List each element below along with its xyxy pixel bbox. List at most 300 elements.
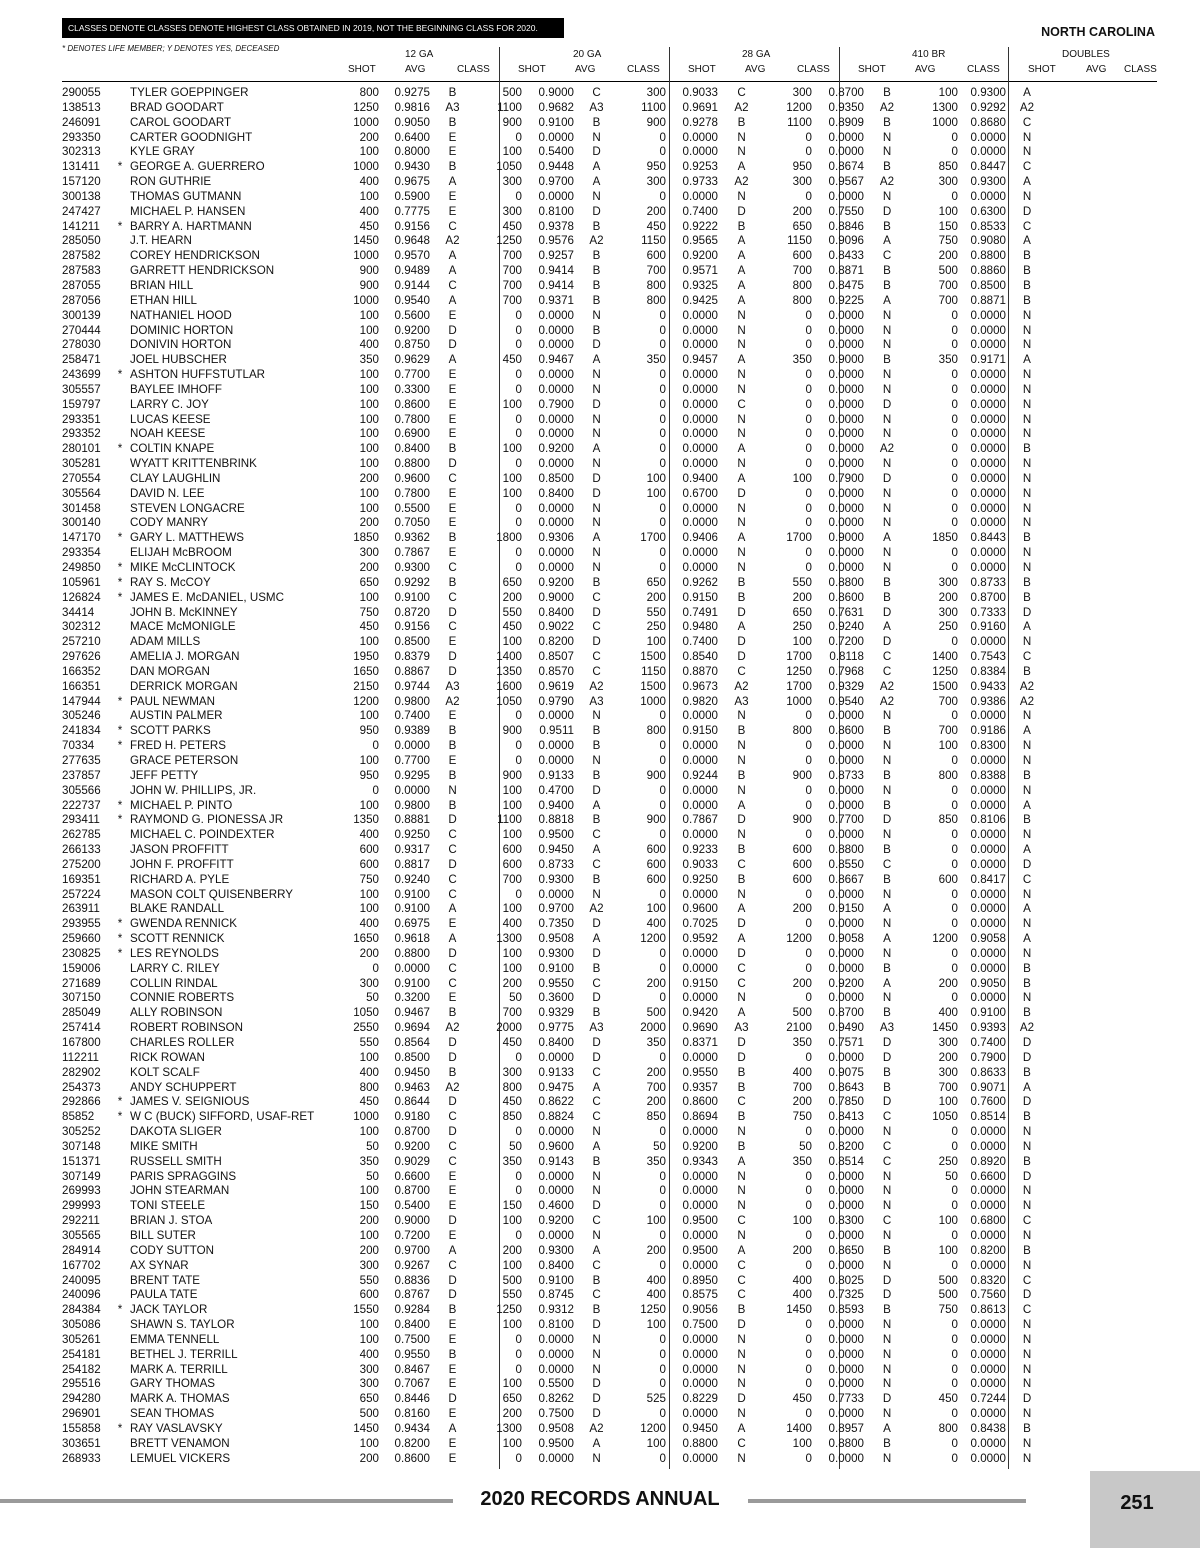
28ga-class: B [737,590,746,604]
28ga-avg: 0.0000 [682,457,718,471]
table-row [62,1377,1048,1392]
12ga-avg: 0.8800 [394,457,430,471]
doubles-shot: 300 [938,575,958,589]
life-member-mark [110,1452,130,1467]
410br-class: B [883,872,891,886]
28ga-shot: 1200 [640,932,666,946]
20ga-avg: 0.0000 [538,1332,574,1346]
doubles-shot: 0 [951,1451,958,1465]
20ga-avg: 0.8262 [538,1392,574,1406]
20ga-shot: 450 [502,353,522,367]
20ga-shot: 900 [502,724,522,738]
20ga-shot: 300 [502,204,522,218]
doubles-shot: 250 [938,620,958,634]
410br-avg: 0.9000 [828,531,864,545]
12ga-class: A [448,264,457,278]
20ga-shot: 0 [515,338,522,352]
410br-class: B [883,724,891,738]
28ga-avg: 0.9691 [682,100,718,114]
doubles-avg: 0.9393 [970,1021,1006,1035]
28ga-shot: 100 [646,635,666,649]
12ga-class: C [448,1154,457,1168]
12ga-class: B [448,1065,457,1079]
doubles-avg: 0.0000 [970,635,1006,649]
28ga-class: A [737,1421,746,1435]
410br-avg: 0.8600 [828,724,864,738]
doubles-class: A [1023,620,1031,634]
28ga-shot: 0 [659,1347,666,1361]
410br-shot: 0 [805,991,812,1005]
20ga-avg: 0.0000 [538,323,574,337]
life-member-mark [110,680,130,695]
doubles-avg: 0.8417 [970,872,1006,886]
life-member-mark [110,754,130,769]
410br-shot: 0 [805,739,812,753]
410br-avg: 0.0000 [828,753,864,767]
shooter-name: BETHEL J. TERRILL [130,1347,238,1361]
shooter-name: SCOTT RENNICK [130,932,225,946]
28ga-avg: 0.0000 [682,368,718,382]
20ga-class: N [592,308,601,322]
member-id: 275200 [62,857,101,871]
member-id: 222737 [62,798,101,812]
20ga-avg: 0.9133 [538,1065,574,1079]
table-row [62,665,1048,680]
table-row [62,1363,1048,1378]
12ga-shot: 350 [359,1154,379,1168]
doubles-avg: 0.0000 [970,1258,1006,1272]
28ga-avg: 0.9244 [682,768,718,782]
doubles-class: B [1023,293,1031,307]
12ga-avg: 0.9156 [394,219,430,233]
doubles-shot: 0 [951,189,958,203]
doubles-shot: 0 [951,798,958,812]
20ga-avg: 0.8400 [538,1258,574,1272]
doubles-class: N [1022,501,1032,515]
410br-shot: 1700 [786,531,812,545]
28ga-class: N [737,1199,746,1213]
doubles-shot: 100 [938,204,958,218]
20ga-avg: 0.0000 [538,130,574,144]
410br-class: N [882,561,892,574]
12ga-shot: 450 [359,219,379,233]
doubles-shot: 0 [951,1332,958,1346]
12ga-class: C [448,1110,457,1124]
410br-class: A [883,293,891,307]
doubles-class: C [1022,650,1032,664]
doubles-class: N [1022,828,1032,842]
doubles-shot: 50 [945,1169,958,1183]
table-row [62,368,1048,383]
20ga-shot: 500 [502,86,522,99]
footer-rule-right [748,1499,1026,1503]
doubles-shot: 0 [951,486,958,500]
shooter-name: ELIJAH McBROOM [130,546,232,560]
12ga-avg: 0.9675 [394,175,430,189]
12ga-shot: 300 [359,976,379,990]
28ga-shot: 0 [659,739,666,753]
28ga-class: A [737,442,746,456]
shooter-name: COLTIN KNAPE [130,442,215,456]
table-row [62,858,1048,873]
12ga-avg: 0.8881 [394,813,430,827]
member-id: 263911 [62,902,100,916]
20ga-avg: 0.0000 [538,412,574,426]
410br-avg: 0.9490 [828,1021,864,1035]
12ga-class: E [448,412,457,426]
12ga-avg: 0.8400 [394,442,430,456]
shooter-name: LUCAS KEESE [130,412,211,426]
410br-avg: 0.9200 [828,976,864,990]
12ga-avg: 0.8446 [394,1392,430,1406]
410br-class: A2 [879,442,895,456]
doubles-shot: 500 [938,1288,958,1302]
28ga-shot: 0 [659,946,666,960]
column-header-shot: SHOT [858,64,886,75]
410br-shot: 0 [805,1228,812,1242]
table-row [62,1229,1048,1244]
20ga-class: C [592,590,601,604]
12ga-class: A2 [445,234,460,248]
12ga-class: D [448,1392,457,1406]
doubles-shot: 700 [938,694,958,708]
20ga-shot: 0 [515,1125,522,1139]
12ga-class: C [448,1139,457,1153]
doubles-class: N [1022,338,1032,352]
28ga-class: N [737,501,746,515]
410br-class: N [882,1332,892,1346]
410br-shot: 650 [792,605,812,619]
410br-class: N [882,1199,892,1213]
doubles-class: D [1022,1288,1032,1302]
12ga-class: E [448,189,457,203]
member-id: 138513 [62,100,101,114]
12ga-avg: 0.8720 [394,605,430,619]
doubles-shot: 0 [951,1184,958,1198]
table-row [62,1318,1048,1333]
410br-avg: 0.8600 [828,590,864,604]
shooter-name: RAY VASLAVSKY [130,1421,223,1435]
member-id: 237857 [62,768,101,782]
28ga-avg: 0.0000 [682,1258,718,1272]
28ga-shot: 350 [646,353,666,367]
doubles-shot: 0 [951,1377,958,1391]
12ga-avg: 0.9618 [394,932,430,946]
20ga-shot: 100 [502,397,522,411]
20ga-class: A [592,353,601,367]
12ga-avg: 0.9450 [394,1065,430,1079]
20ga-shot: 100 [502,486,522,500]
12ga-shot: 100 [359,1125,379,1139]
member-id: 305281 [62,457,101,471]
doubles-avg: 0.7333 [970,605,1006,619]
410br-class: B [883,1006,891,1020]
20ga-class: C [592,1288,601,1302]
12ga-shot: 300 [359,1362,379,1376]
410br-shot: 0 [805,501,812,515]
410br-class: N [882,1258,892,1272]
20ga-class: A2 [589,1421,604,1435]
12ga-class: C [448,1258,457,1272]
410br-avg: 0.8957 [828,1421,864,1435]
28ga-class: C [737,1436,746,1450]
life-member-mark: * [117,1421,123,1435]
20ga-class: C [592,664,601,678]
doubles-shot: 500 [938,1273,958,1287]
12ga-class: E [448,635,457,649]
12ga-class: C [448,471,457,485]
table-row [62,1452,1048,1467]
410br-shot: 0 [805,412,812,426]
doubles-avg: 0.7543 [970,650,1006,664]
doubles-avg: 0.8700 [970,590,1006,604]
doubles-avg: 0.8871 [970,293,1006,307]
20ga-avg: 0.5500 [538,1377,574,1391]
20ga-avg: 0.9200 [538,1214,574,1228]
table-row [62,769,1048,784]
28ga-shot: 0 [659,189,666,203]
member-id: 85852 [62,1110,95,1124]
life-member-mark [110,1170,130,1185]
member-id: 305086 [62,1318,101,1332]
doubles-shot: 400 [938,1006,958,1020]
doubles-shot: 0 [951,1258,958,1272]
20ga-class: N [592,516,601,530]
20ga-avg: 0.8400 [538,605,574,619]
member-id: 301458 [62,501,101,515]
410br-avg: 0.8909 [828,115,864,129]
20ga-avg: 0.7350 [538,917,574,931]
28ga-class: C [737,86,746,99]
20ga-class: D [592,471,601,485]
shooter-name: BRETT VENAMON [130,1436,230,1450]
life-member-mark: * [117,1110,123,1124]
28ga-shot: 500 [646,1006,666,1020]
life-member-mark [110,888,130,903]
column-header-class: CLASS [1124,64,1157,75]
28ga-class: N [737,561,746,574]
doubles-shot: 0 [951,442,958,456]
life-member-mark [110,1333,130,1348]
12ga-avg: 0.9100 [394,976,430,990]
28ga-avg: 0.0000 [682,1451,718,1465]
shooter-name: JOEL HUBSCHER [130,353,227,367]
28ga-class: A2 [734,679,749,693]
12ga-shot: 1450 [353,1421,379,1435]
life-member-mark [110,353,130,368]
member-id: 287582 [62,249,101,263]
12ga-avg: 0.8750 [394,338,430,352]
shooter-name: PAUL NEWMAN [130,694,216,708]
12ga-avg: 0.5400 [394,1199,430,1213]
doubles-class: A [1023,86,1031,99]
20ga-class: N [592,887,601,901]
member-id: 269993 [62,1184,101,1198]
410br-avg: 0.9540 [828,694,864,708]
12ga-shot: 300 [359,1377,379,1391]
column-header-class: CLASS [967,64,1000,75]
410br-shot: 0 [805,1347,812,1361]
table-row [62,383,1048,398]
member-id: 293411 [62,813,100,827]
member-id: 290055 [62,86,101,99]
doubles-shot: 850 [938,160,958,174]
doubles-class: B [1023,590,1031,604]
410br-class: A2 [879,679,895,693]
28ga-class: A [737,1154,746,1168]
28ga-avg: 0.0000 [682,946,718,960]
410br-class: C [882,249,892,263]
doubles-shot: 0 [951,828,958,842]
doubles-class: C [1022,160,1032,174]
20ga-class: N [592,1451,601,1465]
20ga-shot: 100 [502,1258,522,1272]
410br-avg: 0.7850 [828,1095,864,1109]
12ga-avg: 0.8500 [394,1050,430,1064]
life-member-mark [110,1066,130,1081]
28ga-class: C [737,976,746,990]
life-member-mark: * [117,531,123,545]
410br-shot: 50 [799,1139,812,1153]
12ga-shot: 100 [359,442,379,456]
410br-shot: 400 [792,1273,812,1287]
28ga-shot: 0 [659,1332,666,1346]
12ga-avg: 0.9180 [394,1110,430,1124]
20ga-avg: 0.4700 [538,783,574,797]
410br-class: D [882,204,892,218]
28ga-class: N [737,457,746,471]
28ga-avg: 0.9565 [682,234,718,248]
20ga-shot: 450 [502,1036,522,1049]
doubles-class: N [1022,1125,1032,1139]
column-header-shot: SHOT [688,64,716,75]
28ga-avg: 0.8800 [682,1436,718,1450]
410br-class: N [882,427,892,441]
28ga-shot: 0 [659,561,666,574]
410br-class: N [882,709,892,723]
shooter-name: SHAWN S. TAYLOR [130,1318,235,1332]
shooter-name: COREY HENDRICKSON [130,249,260,263]
28ga-class: D [737,1318,746,1332]
12ga-shot: 200 [359,561,379,574]
28ga-shot: 1100 [641,100,666,114]
410br-avg: 0.0000 [828,145,864,159]
410br-shot: 0 [805,1199,812,1213]
doubles-class: D [1022,1169,1032,1183]
28ga-avg: 0.0000 [682,798,718,812]
28ga-shot: 600 [646,249,666,263]
shooter-name: COLLIN RINDAL [130,976,218,990]
member-id: 241834 [62,724,101,738]
12ga-shot: 200 [359,471,379,485]
12ga-shot: 200 [359,946,379,960]
20ga-class: C [592,1258,601,1272]
doubles-avg: 0.8388 [970,768,1006,782]
410br-avg: 0.0000 [828,946,864,960]
20ga-class: D [592,204,601,218]
12ga-avg: 0.9144 [394,278,430,292]
12ga-avg: 0.7500 [394,1332,430,1346]
20ga-shot: 50 [509,991,522,1005]
12ga-shot: 1450 [353,234,379,248]
28ga-avg: 0.0000 [682,783,718,797]
20ga-avg: 0.9600 [538,1139,574,1153]
doubles-shot: 0 [951,457,958,471]
20ga-avg: 0.0000 [538,887,574,901]
doubles-shot: 0 [951,1362,958,1376]
doubles-shot: 0 [951,1347,958,1361]
28ga-shot: 600 [646,872,666,886]
member-id: 166351 [62,679,101,693]
doubles-avg: 0.0000 [970,323,1006,337]
12ga-class: C [448,620,457,634]
doubles-class: N [1022,486,1032,500]
20ga-avg: 0.9133 [538,768,574,782]
shooter-name: CODY MANRY [130,516,209,530]
28ga-avg: 0.9500 [682,1214,718,1228]
410br-class: N [882,1377,892,1391]
410br-class: N [882,382,892,396]
footer-rule-left [0,1499,453,1503]
20ga-avg: 0.4600 [538,1199,574,1213]
20ga-class: C [592,1095,601,1109]
doubles-shot: 150 [938,219,958,233]
12ga-avg: 0.6900 [394,427,430,441]
table-row [62,86,1048,101]
410br-avg: 0.8025 [828,1273,864,1287]
table-row [62,472,1048,487]
member-id: 293350 [62,130,101,144]
20ga-shot: 1800 [496,531,522,545]
410br-class: B [883,1303,891,1317]
doubles-class: N [1022,1362,1032,1376]
member-id: 70334 [62,739,95,753]
shooter-name: MICHAEL P. PINTO [130,798,233,812]
28ga-shot: 450 [646,219,666,233]
12ga-shot: 100 [359,1436,379,1450]
28ga-shot: 1250 [640,1303,666,1317]
12ga-class: A [448,932,457,946]
410br-shot: 0 [805,1318,812,1332]
12ga-class: E [448,546,457,560]
20ga-avg: 0.0000 [538,1125,574,1139]
28ga-shot: 200 [646,1095,666,1109]
410br-class: A2 [879,100,895,114]
410br-shot: 0 [805,709,812,723]
12ga-shot: 800 [359,86,379,99]
410br-avg: 0.0000 [828,887,864,901]
life-member-mark [110,1407,130,1422]
life-member-mark [110,175,130,190]
life-member-mark: * [117,694,123,708]
410br-avg: 0.0000 [828,427,864,441]
column-header-class: CLASS [627,64,660,75]
28ga-class: B [737,575,746,589]
410br-avg: 0.8514 [828,1154,864,1168]
class-note-banner: CLASSES DENOTE CLASSES DENOTE HIGHEST CLASS OBTAINED IN 2019, NOT THE BEGINNING CLASS FOR 2020. [62,18,564,38]
28ga-class: B [737,724,746,738]
20ga-shot: 600 [502,843,522,857]
20ga-avg: 0.8500 [538,471,574,485]
doubles-class: A [1023,1080,1031,1094]
410br-avg: 0.8700 [828,1006,864,1020]
20ga-avg: 0.0000 [538,1169,574,1183]
shooter-name: KOLT SCALF [130,1065,200,1079]
410br-class: N [882,130,892,144]
doubles-shot: 0 [951,130,958,144]
410br-avg: 0.8800 [828,575,864,589]
shooter-name: BAYLEE IMHOFF [130,382,222,396]
